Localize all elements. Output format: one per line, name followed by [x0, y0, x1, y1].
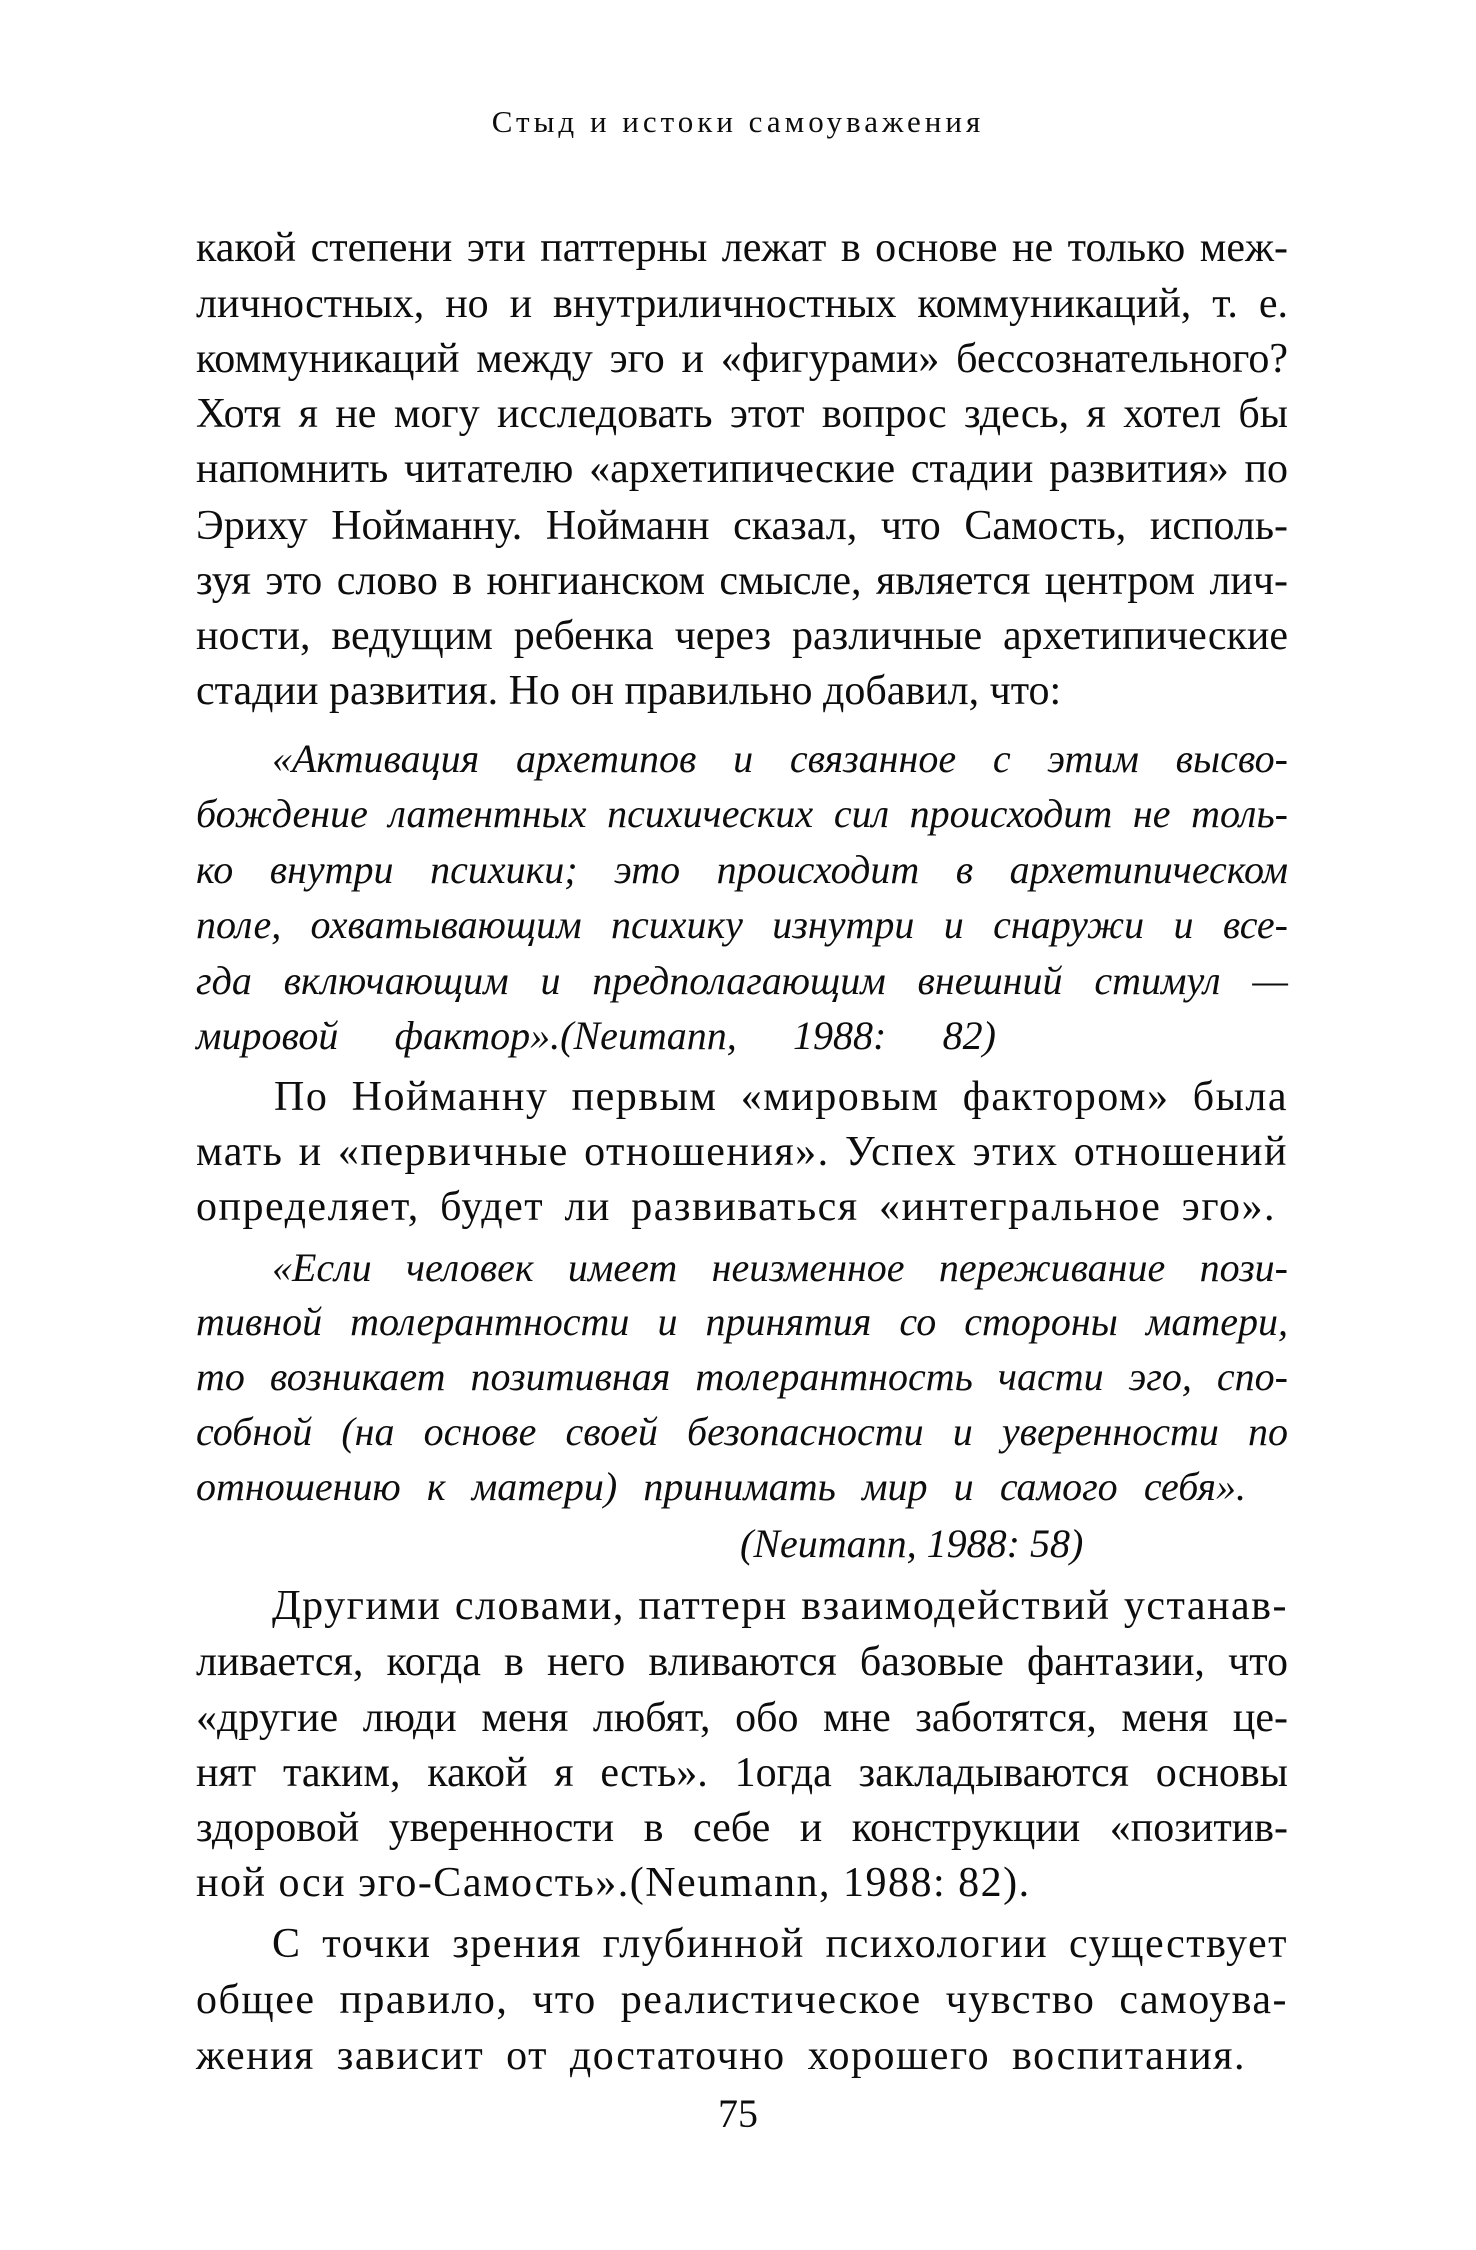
quote-citation: (Neumann, 1988: 58)	[740, 1521, 1084, 1566]
quote-line: бождение латентных психических сил происходит не толь-	[196, 791, 1288, 836]
quote-line: то возникает позитивная толерантность части эго, спо-	[196, 1354, 1288, 1399]
text-line: зуя это слово в юнгианском смысле, является центром лич-	[196, 558, 1288, 604]
text-line: коммуникаций между эго и «фигурами» бессознательного?	[196, 336, 1288, 382]
quote-line: отношению к матери) принимать мир и самого себя».	[196, 1464, 1246, 1509]
text-line: напомнить читателю «архетипические стадии развития» по	[196, 446, 1288, 492]
text-line: мать и «первичные отношения». Успех этих отношений	[196, 1129, 1288, 1175]
text-line: Другими словами, паттерн взаимодействий устанав-	[272, 1583, 1288, 1629]
text-line: какой степени эти паттерны лежат в основе не только меж-	[196, 225, 1288, 271]
quote-line: «Активация архетипов и связанное с этим высво-	[272, 736, 1288, 781]
text-line: личностных, но и внутриличностных коммуникаций, т. е.	[196, 281, 1288, 327]
text-line: жения зависит от достаточно хорошего воспитания.	[196, 2033, 1246, 2079]
running-head: Стыд и истоки самоуважения	[491, 104, 985, 139]
text-line: «другие люди меня любят, обо мне заботятся, меня це-	[196, 1695, 1288, 1741]
text-line: С точки зрения глубинной психологии существует	[272, 1921, 1288, 1967]
text-line: определяет, будет ли развиваться «интегральное эго».	[196, 1184, 1276, 1230]
text-line: ливается, когда в него вливаются базовые фантазии, что	[196, 1639, 1288, 1685]
page-number: 75	[718, 2091, 758, 2136]
quote-line: поле, охватывающим психику изнутри и снаружи и все-	[196, 902, 1288, 947]
text-line: ности, ведущим ребенка через различные архетипические	[196, 613, 1288, 659]
text-line: Хотя я не могу исследовать этот вопрос здесь, я хотел бы	[196, 391, 1288, 437]
text-line: Эриху Нойманну. Нойманн сказал, что Самость, исполь-	[196, 503, 1288, 549]
quote-line: собной (на основе своей безопасности и уверенности по	[196, 1409, 1288, 1454]
quote-line: тивной толерантности и принятия со стороны матери,	[196, 1299, 1288, 1344]
text-line: По Нойманну первым «мировым фактором» была	[274, 1074, 1288, 1120]
quote-line: «Если человек имеет неизменное переживание пози-	[272, 1245, 1288, 1290]
text-line: общее правило, что реалистическое чувство самоува-	[196, 1977, 1288, 2023]
text-line: здоровой уверенности в себе и конструкции «позитив-	[196, 1805, 1288, 1851]
quote-line: мировой фактор».(Neumann, 1988: 82)	[196, 1013, 996, 1058]
text-line: стадии развития. Но он правильно добавил, что:	[196, 668, 1062, 714]
text-line: ной оси эго-Самость».(Neumann, 1988: 82).	[196, 1860, 1031, 1906]
quote-line: гда включающим и предполагающим внешний стимул —	[196, 958, 1288, 1003]
quote-line: ко внутри психики; это происходит в архетипическом	[196, 847, 1288, 892]
text-line: нят таким, какой я есть». 1огда закладываются основы	[196, 1750, 1288, 1796]
